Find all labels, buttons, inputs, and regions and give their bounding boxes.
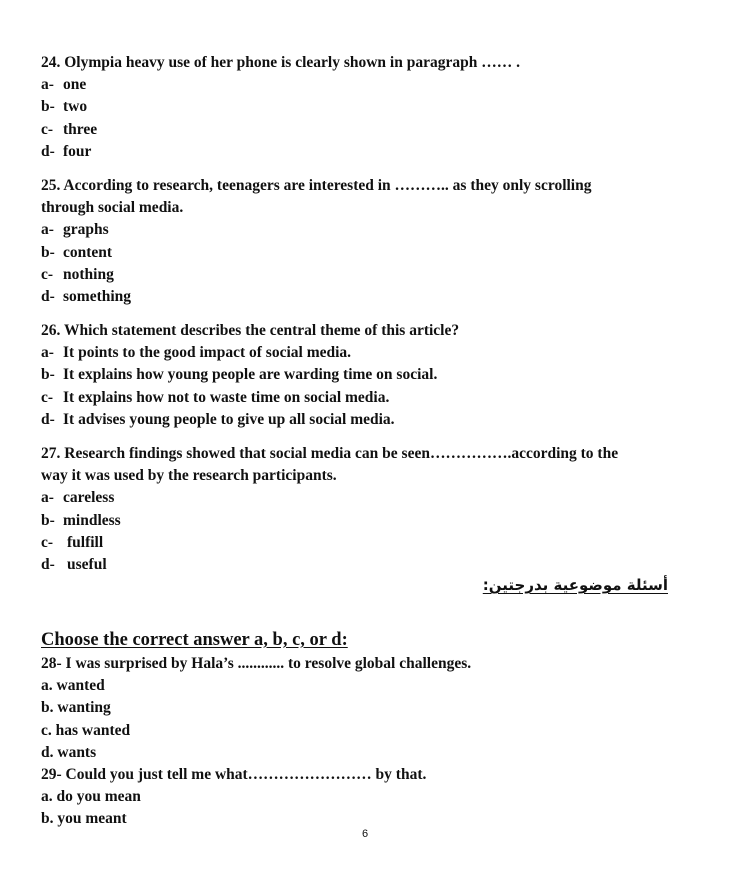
option-a: a. wanted: [41, 677, 105, 695]
option-c: [41, 119, 681, 141]
option-b: [41, 364, 681, 386]
page-number: 6: [361, 828, 369, 840]
option-letter: b-: [41, 243, 55, 261]
question-28-stem: 28- I was surprised by Hala’s ............ to resolve global challenges.: [41, 655, 472, 672]
question-stem: 25. According to research, teenagers are interested in ……….. as they only scrolling: [41, 177, 592, 194]
option-letter: c-: [41, 265, 54, 283]
option-b: [41, 510, 681, 532]
option-text: It advises young people to give up all social media.: [63, 410, 395, 428]
option-text: content: [63, 243, 113, 261]
option-c: [41, 532, 681, 554]
option-text: two: [63, 98, 88, 116]
option-text: nothing: [63, 265, 114, 283]
option-d: [41, 286, 681, 308]
option-c: [41, 387, 681, 409]
option-letter: c-: [41, 388, 54, 406]
option-letter: c-: [41, 120, 54, 138]
option-letter: b-: [41, 366, 55, 384]
arabic-section-heading: أسئلة موضوعية بدرجتين:: [482, 576, 668, 594]
option-text: something: [63, 287, 132, 305]
option-text: fulfill: [67, 533, 104, 551]
option-a: [41, 342, 681, 364]
option-letter: d-: [41, 555, 55, 573]
option-letter: c-: [41, 533, 54, 551]
option-d: d. wants: [41, 743, 97, 761]
question-stem-continued: way it was used by the research participants.: [41, 467, 337, 485]
option-text: useful: [67, 555, 107, 573]
option-text: It explains how not to waste time on social media.: [63, 388, 390, 406]
option-b: [41, 96, 681, 118]
option-a: [41, 487, 681, 509]
option-d: [41, 409, 681, 431]
option-text: four: [63, 142, 92, 160]
option-text: graphs: [63, 221, 109, 239]
option-a: [41, 219, 681, 241]
option-letter: d-: [41, 142, 55, 160]
option-text: It explains how young people are warding time on social.: [63, 366, 438, 384]
option-letter: a-: [41, 221, 54, 239]
section-title: Choose the correct answer a, b, c, or d:: [41, 630, 348, 650]
option-d: [41, 141, 681, 163]
option-letter: b-: [41, 511, 55, 529]
option-letter: d-: [41, 287, 55, 305]
question-25: [41, 175, 681, 308]
option-c: [41, 264, 681, 286]
option-b: b. wanting: [41, 699, 111, 717]
section-questions: [41, 653, 681, 831]
option-letter: a-: [41, 76, 54, 94]
option-letter: d-: [41, 410, 55, 428]
option-a: a. do you mean: [41, 788, 141, 806]
option-b: b. you meant: [41, 810, 127, 828]
question-29-stem: 29- Could you just tell me what…………………… by that.: [41, 765, 427, 783]
option-c: c. has wanted: [41, 721, 131, 739]
question-stem: 24. Olympia heavy use of her phone is clearly shown in paragraph …… .: [41, 54, 520, 71]
option-letter: b-: [41, 98, 55, 116]
question-stem: 26. Which statement describes the central theme of this article?: [41, 322, 460, 339]
question-stem-continued: through social media.: [41, 199, 184, 217]
question-27: [41, 443, 681, 576]
question-24: [41, 52, 681, 163]
option-letter: a-: [41, 344, 54, 362]
question-26: [41, 320, 681, 431]
option-text: three: [63, 120, 98, 138]
option-text: mindless: [63, 511, 121, 529]
option-b: [41, 242, 681, 264]
option-letter: a-: [41, 489, 54, 507]
option-d: [41, 554, 681, 576]
option-text: one: [63, 76, 87, 94]
option-a: [41, 74, 681, 96]
option-text: It points to the good impact of social media.: [63, 344, 352, 362]
question-stem: 27. Research findings showed that social media can be seen…………….according to the: [41, 445, 619, 462]
option-text: careless: [63, 489, 115, 507]
